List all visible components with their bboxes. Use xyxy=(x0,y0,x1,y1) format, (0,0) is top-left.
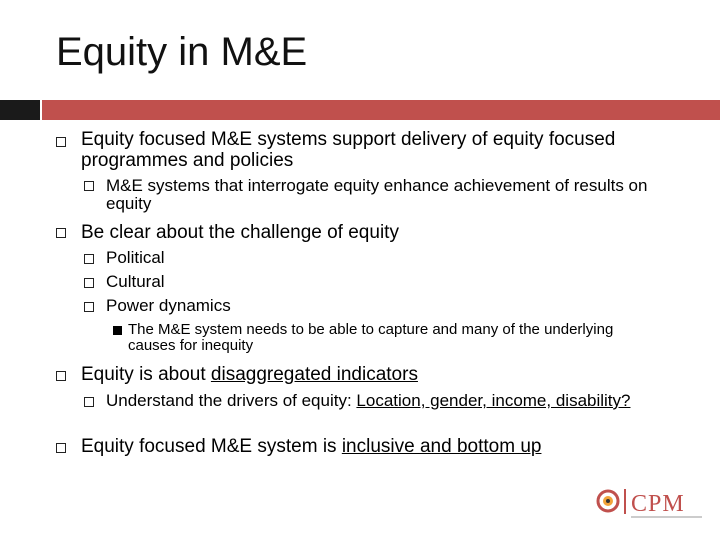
bullet-square-icon xyxy=(56,443,66,453)
underlined-text: inclusive and bottom up xyxy=(341,436,542,457)
bullet-square-icon xyxy=(56,228,66,238)
sub-bullet-square-icon xyxy=(84,254,94,264)
bullet-equity-focused-systems: Equity focused M&E systems support delivery of equity focused programmes and policies xyxy=(81,129,616,171)
sub-sub-bullet-capture-causes: The M&E system needs to be able to capture and many of the underlying causes for inequity xyxy=(128,321,614,354)
sub-bullet-square-icon xyxy=(84,181,94,191)
sub-bullet-political: Political xyxy=(106,248,165,267)
bullet-text: Understand the drivers of equity: xyxy=(106,391,357,410)
bullet-square-icon xyxy=(56,137,66,147)
sub-bullet-interrogate-equity: M&E systems that interrogate equity enhance achievement of results on equity xyxy=(106,176,648,213)
cpm-logo-text: CPM xyxy=(631,491,685,517)
sub-bullet-square-icon xyxy=(84,397,94,407)
sub-bullet-cultural: Cultural xyxy=(106,272,165,291)
sub-bullet-square-icon xyxy=(84,278,94,288)
slide-title: Equity in M&E xyxy=(56,30,308,74)
underlined-text: disaggregated indicators xyxy=(210,364,418,385)
bullet-disaggregated-indicators xyxy=(81,364,418,385)
sub-bullet-drivers-of-equity xyxy=(106,392,666,410)
bullet-inclusive-bottom-up xyxy=(81,436,541,457)
sub-bullet-square-icon xyxy=(84,302,94,312)
bullet-text: Equity focused M&E system is xyxy=(81,436,342,457)
title-accent-bar xyxy=(42,100,720,120)
sub-sub-bullet-square-icon xyxy=(113,326,122,335)
underlined-text: Location, gender, income, disability? xyxy=(356,391,631,410)
cpm-logo-mark-icon xyxy=(596,484,706,524)
cpm-logo xyxy=(596,484,706,524)
bullet-square-icon xyxy=(56,371,66,381)
bullet-text: Equity is about xyxy=(81,364,211,385)
title-accent-dark xyxy=(0,100,40,120)
sub-bullet-power-dynamics: Power dynamics xyxy=(106,296,231,315)
bullet-challenge-of-equity: Be clear about the challenge of equity xyxy=(81,222,399,243)
